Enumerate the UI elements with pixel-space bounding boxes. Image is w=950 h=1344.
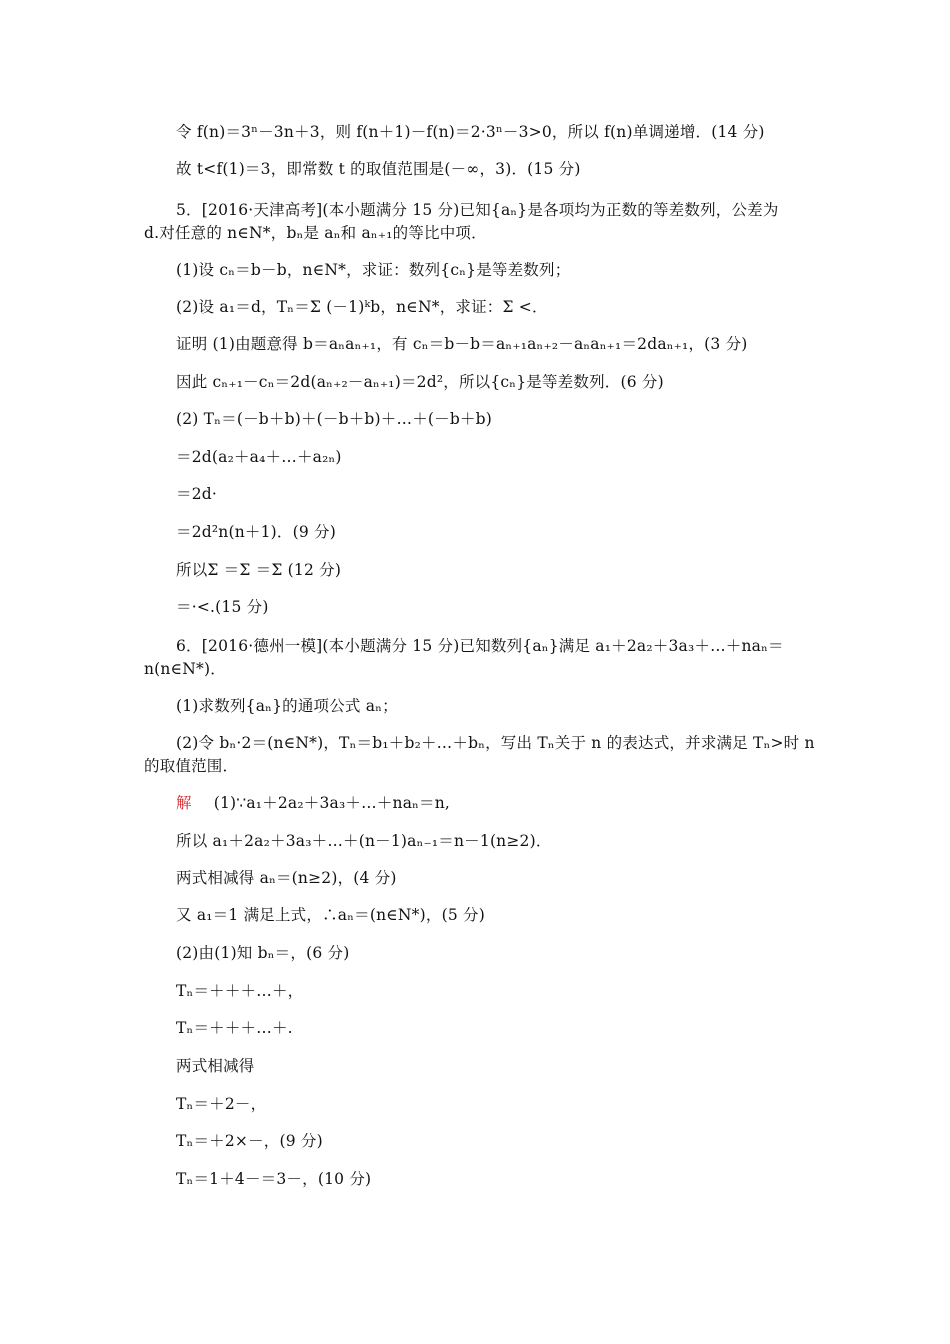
text-line: Tₙ＝＋2－， <box>176 1095 267 1113</box>
problem-5-heading: 5．[2016·天津高考](本小题满分 15 分)已知{aₙ}是各项均为正数的等差数列，公差为 <box>176 201 779 219</box>
solution-line <box>176 793 450 813</box>
text-line: ＝2d· <box>176 485 218 503</box>
text-line: 两式相减得 aₙ＝(n≥2)，(4 分) <box>176 869 397 887</box>
text-line: ＝·<.(15 分) <box>176 598 269 616</box>
text-line: (1)设 cₙ＝b－b，n∈N*，求证：数列{cₙ}是等差数列； <box>176 261 571 279</box>
text-line: 故 t<f(1)＝3，即常数 t 的取值范围是(－∞，3)．(15 分) <box>176 160 581 178</box>
text-line: Tₙ＝＋＋＋…＋， <box>176 982 304 1000</box>
text-line: 所以Σ ＝Σ ＝Σ (12 分) <box>176 561 342 579</box>
text-line: d.对任意的 n∈N*，bₙ是 aₙ和 aₙ₊₁的等比中项． <box>144 224 487 242</box>
text-line: (2)设 a₁＝d，Tₙ＝Σ (－1)ᵏb，n∈N*，求证：Σ <． <box>176 298 548 316</box>
text-line: 两式相减得 <box>176 1057 255 1075</box>
text-line: ＝2d(a₂＋a₄＋…＋a₂ₙ) <box>176 448 342 466</box>
text-line: 令 f(n)＝3ⁿ－3n＋3，则 f(n＋1)－f(n)＝2·3ⁿ－3>0，所以 f(n)单调递增．(14 分) <box>176 123 765 141</box>
text-line: 证明 (1)由题意得 b＝aₙaₙ₊₁，有 cₙ＝b－b＝aₙ₊₁aₙ₊₂－aₙaₙ₊₁＝2daₙ₊₁，(3 分) <box>176 335 748 353</box>
text-line: 因此 cₙ₊₁－cₙ＝2d(aₙ₊₂－aₙ₊₁)＝2d²，所以{cₙ}是等差数列．(6 分) <box>176 373 664 391</box>
text-line: 的取值范围． <box>144 757 239 775</box>
text-line: Tₙ＝＋＋＋…＋. <box>176 1019 293 1037</box>
solution-label: 解 <box>176 794 192 812</box>
text-line: (1)求数列{aₙ}的通项公式 aₙ； <box>176 697 398 715</box>
text-line: 所以 a₁＋2a₂＋3a₃＋…＋(n－1)aₙ₋₁＝n－1(n≥2)． <box>176 832 552 850</box>
text-line: (1)∵a₁＋2a₂＋3a₃＋…＋naₙ＝n, <box>213 794 451 812</box>
text-line: (2)令 bₙ·2＝(n∈N*)，Tₙ＝b₁＋b₂＋…＋bₙ，写出 Tₙ关于 n 的表达式，并求满足 Tₙ>时 n <box>176 734 815 752</box>
text-line: Tₙ＝1＋4－＝3－，(10 分) <box>176 1170 372 1188</box>
problem-6-heading: 6．[2016·德州一模](本小题满分 15 分)已知数列{aₙ}满足 a₁＋2a₂＋3a₃＋…＋naₙ＝ <box>176 637 784 655</box>
text-line: (2)由(1)知 bₙ＝，(6 分) <box>176 944 350 962</box>
text-line: n(n∈N*)． <box>144 660 226 678</box>
text-line: (2) Tₙ＝(－b＋b)＋(－b＋b)＋…＋(－b＋b) <box>176 410 493 428</box>
text-line: 又 a₁＝1 满足上式，∴aₙ＝(n∈N*)，(5 分) <box>176 906 485 924</box>
text-line: ＝2d²n(n＋1)．(9 分) <box>176 523 337 541</box>
text-line: Tₙ＝＋2×－，(9 分) <box>176 1132 323 1150</box>
